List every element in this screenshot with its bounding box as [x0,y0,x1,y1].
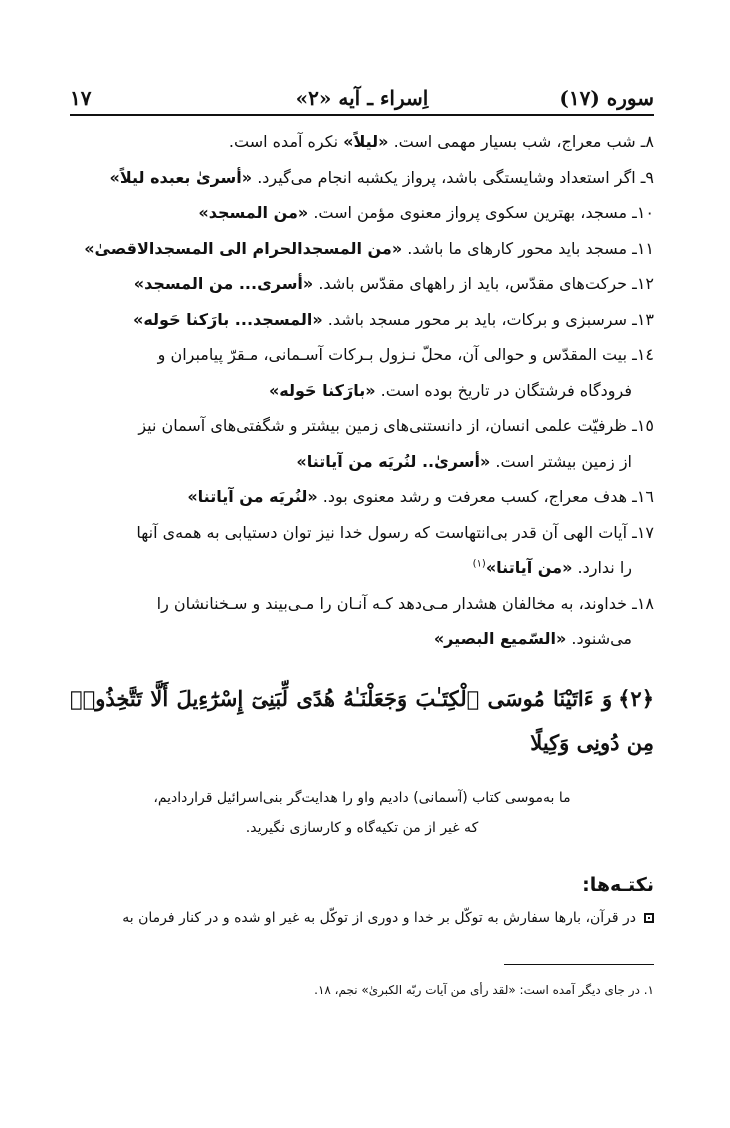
point-continuation: فرودگاه فرشتگان در تاريخ بوده است. «بارَكنا حَوله» [268,380,632,400]
quran-quote: «من آياتنا» [485,558,573,577]
quran-verse [70,677,654,765]
verse-number: ﴿٢﴾ [618,685,654,711]
quran-quote: «لنُريَه من آياتنا» [187,487,318,506]
quran-quote: «السّميع البصير» [433,629,567,648]
point-item: ١٤ـ بيت المقدّس و حوالى آن، محلّ نـزول بـركات آسـمانى، مـقرّ پيامبران و فرودگاه فرشتگان در تاريخ بوده است. «بارَكنا حَوله» [70,337,654,408]
verse-translation [127,783,597,843]
quran-quote: «المسجد... بارَكنا حَوله» [132,309,323,329]
points-list [70,124,654,657]
note-item: در قرآن، بارها سفارش به توكّل بر خدا و دورى از توكّل به غير او شده و در كنار فرمان به [70,905,654,931]
footnote-reference[interactable]: (١) [472,558,486,570]
page-number: ١٧ [70,86,92,110]
point-item: ١٢ـ حركت‌هاى مقدّس، بايد از راههاى مقدّس باشد. «أسرى... من المسجد» [133,274,654,293]
quran-quote: «أسرى... من المسجد» [133,274,314,293]
point-item: ٩ـ اگر استعداد وشايستگى باشد، پرواز يكشبه انجام مى‌گيرد. «أسرىٰ بعبده ليلاً» [109,167,654,187]
book-page [70,84,654,997]
verse-text: وَ ءَاتَيْنَا مُوسَى ٱلْكِتَـٰبَ وَجَعَلْنَـٰهُ هُدًى لِّبَنِىٓ إِسْرَٰٓءِيلَ أَلَّا تَتَّخِذُوا۟ مِن دُونِى وَكِيلًا [70,685,654,755]
notes-heading: نكتـه‌ها: [582,873,654,896]
point-item: ١٥ـ ظرفيّت علمى انسان، از دانستنى‌هاى زمين بيشتر و شگفتى‌هاى آسمان نيز از زمين بيشتر است. «أسرىٰ.. لنُريَه من آياتنا» [70,408,654,479]
quran-quote: «أسرىٰ بعبده ليلاً» [109,167,253,187]
point-continuation: را ندارد. «من آياتنا»$^{(١)}$ [472,558,632,577]
surah-verse-title: اِسراء ـ آيه «٢» [295,86,429,110]
quran-quote: «من المسجد» [198,203,309,222]
square-bullet-icon [644,913,654,923]
quran-quote: «ليلاً» [343,132,389,151]
point-continuation: مى‌شنود. «السّميع البصير» [433,629,632,648]
footnote: ١. در جاى ديگر آمده است: «لقد رأى من آيات ربّه الكبرىٰ» نجم، ١٨. [314,983,654,997]
point-item: ١٠ـ مسجد، بهترين سكوى پرواز معنوى مؤمن است. «من المسجد» [198,203,654,222]
quran-quote: «بارَكنا حَوله» [268,380,376,400]
quran-quote: «أسرىٰ.. لنُريَه من آياتنا» [296,451,491,471]
point-item: ١٣ـ سرسبزى و بركات، بايد بر محور مسجد باشد. «المسجد... بارَكنا حَوله» [132,309,654,329]
page-header [70,84,654,116]
point-item: ١٧ـ آيات الهى آن قدر بى‌انتهاست كه رسول خدا نيز توان دستيابى به همه‌ى آنها را ندارد. «من آياتنا»$^{(١)}$ [70,515,654,586]
point-continuation: از زمين بيشتر است. «أسرىٰ.. لنُريَه من آياتنا» [296,451,632,471]
point-item: ١١ـ مسجد بايد محور كارهاى ما باشد. «من المسجدالحرام الى المسجدالاقصىٰ» [84,238,654,258]
point-item: ١٨ـ خداوند، به مخالفان هشدار مـى‌دهد كـه آنـان را مـى‌بيند و سـخنانشان را مى‌شنود. «السّميع البصير» [70,586,654,657]
quran-quote: «من المسجدالحرام الى المسجدالاقصىٰ» [84,238,403,258]
point-item: ٨ـ شب معراج، شب بسيار مهمى است. «ليلاً» نكره آمده است. [228,132,654,151]
translation-line: كه غير از من تكيه‌گاه و كارسازى نگيريد. [245,819,479,836]
point-item: ١٦ـ هدف معراج، كسب معرفت و رشد معنوى بود. «لنُريَه من آياتنا» [187,487,654,506]
surah-label: سوره (١٧) [559,86,654,110]
footnote-divider [504,964,654,965]
translation-line: ما به‌موسى كتاب (آسمانى) داديم واو را هدايت‌گر بنى‌اسرائيل قرارداديم، [153,789,571,806]
